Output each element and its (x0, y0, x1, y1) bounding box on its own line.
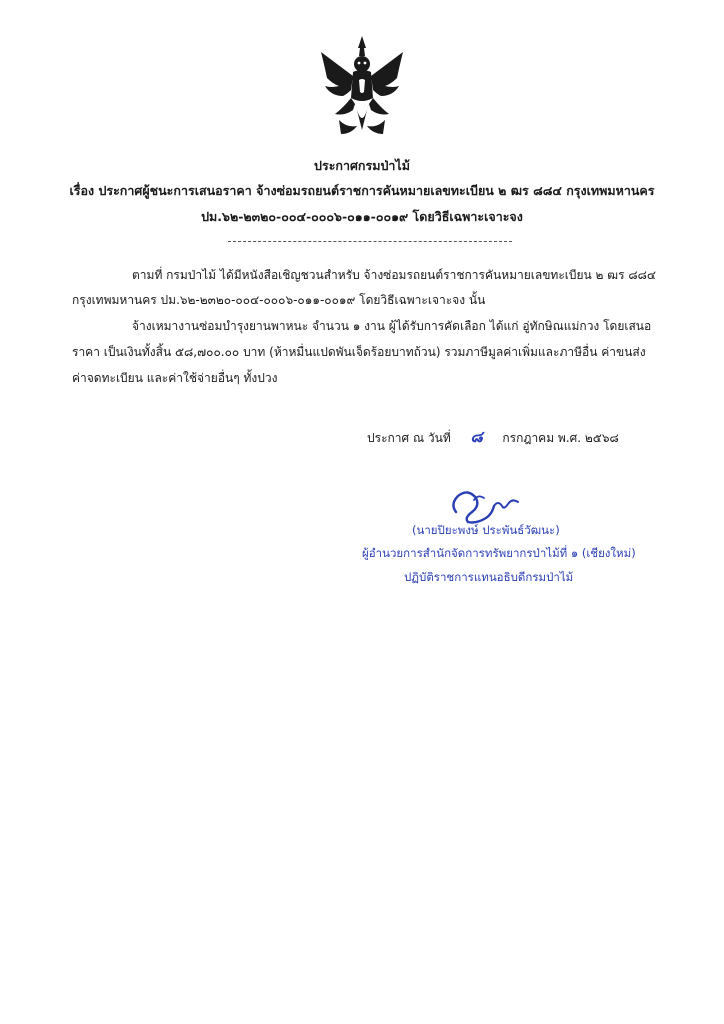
paragraph-2-line-1: จ้างเหมางานซ่อมบำรุงยานพาหนะ จำนวน ๑ งาน ผู้ได้รับการคัดเลือก ได้แก่ อู่ทักษิณแม่กวง โดยเสนอ (132, 319, 652, 333)
date-day: ๘ (470, 427, 483, 446)
subject-line-1: เรื่อง ประกาศผู้ชนะการเสนอราคา จ้างซ่อมรถยนต์ราชการคันหมายเลขทะเบียน ๒ ฒร ๘๘๔ กรุงเทพมหานคร (69, 183, 655, 198)
handwritten-signature-icon (446, 478, 526, 526)
divider (228, 241, 512, 242)
signatory-name: (นายปิยะพงษ์ ประพันธ์วัฒนะ) (412, 523, 560, 537)
paragraph-1-line-1: ตามที่ กรมป่าไม้ ได้มีหนังสือเชิญชวนสำหรับ จ้างซ่อมรถยนต์ราชการคันหมายเลขทะเบียน ๒ ฒร ๘๘๔ (132, 268, 656, 282)
document-title: ประกาศกรมป่าไม้ (314, 158, 410, 173)
garuda-emblem-icon (317, 34, 407, 144)
subject-line-2: ปม.๖๒-๒๓๒๐-๐๐๔-๐๐๐๖-๐๑๑-๐๐๑๙ โดยวิธีเฉพาะเจาะจง (201, 209, 523, 224)
signatory-position: ผู้อำนวยการสำนักจัดการทรัพยากรป่าไม้ที่ ๑ (เชียงใหม่) (362, 546, 636, 560)
date-prefix: ประกาศ ณ วันที่ (367, 431, 451, 445)
announcement-date (367, 425, 619, 450)
paragraph-2-line-2: ราคา เป็นเงินทั้งสิ้น ๕๘,๗๐๐.๐๐ บาท (ห้าหมื่นแปดพันเจ็ดร้อยบาทถ้วน) รวมภาษีมูลค่าเพิ่มและภาษีอื่น ค่าขนส่ง (72, 345, 646, 359)
signatory-acting: ปฏิบัติราชการแทนอธิบดีกรมป่าไม้ (404, 570, 574, 584)
paragraph-2-line-3: ค่าจดทะเบียน และค่าใช้จ่ายอื่นๆ ทั้งปวง (72, 371, 278, 385)
date-month-year: กรกฎาคม พ.ศ. ๒๕๖๘ (502, 431, 619, 445)
paragraph-1-line-2: กรุงเทพมหานคร ปม.๖๒-๒๓๒๐-๐๐๔-๐๐๐๖-๐๑๑-๐๐๑๙ โดยวิธีเฉพาะเจาะจง นั้น (72, 293, 486, 307)
